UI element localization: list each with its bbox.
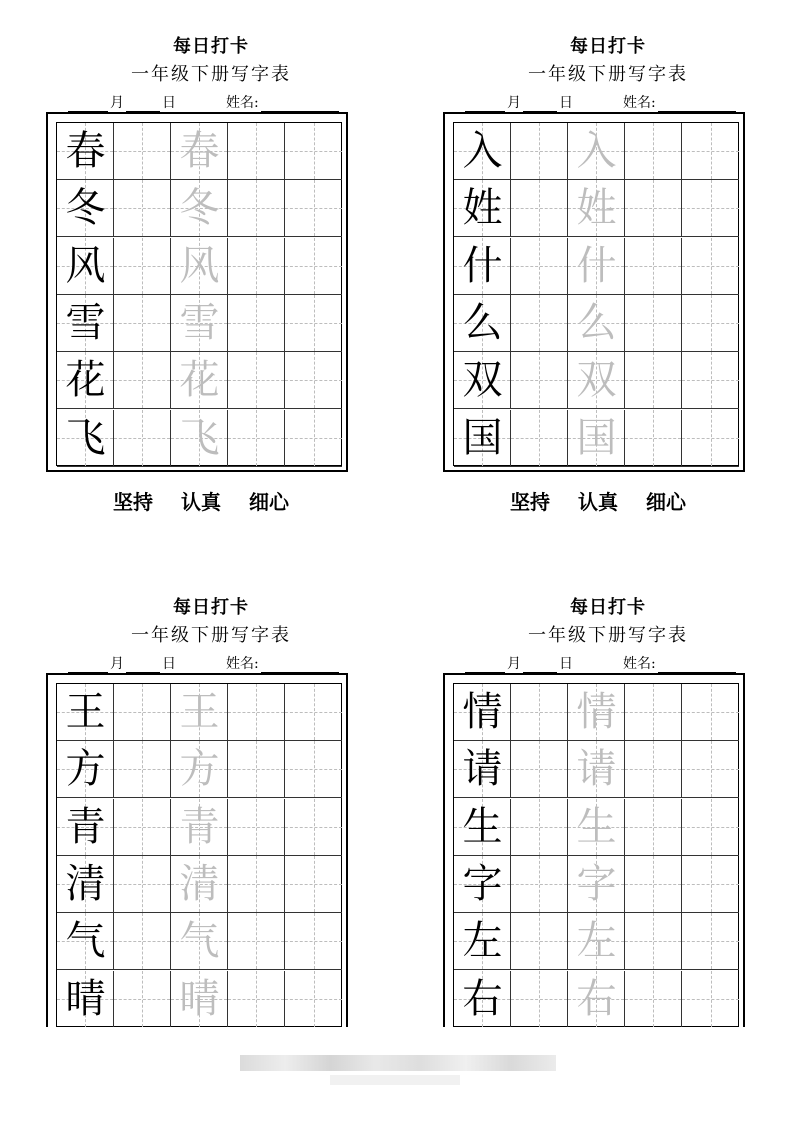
writing-cell[interactable] <box>171 180 228 237</box>
name-label: 姓名: <box>226 656 259 672</box>
writing-cell[interactable] <box>228 799 285 856</box>
writing-cell[interactable] <box>228 856 285 913</box>
writing-cell[interactable] <box>511 180 568 237</box>
name-label: 姓名: <box>226 95 259 111</box>
writing-cell <box>57 913 114 970</box>
month-label: 月 <box>507 95 521 111</box>
trace-character: 雪 <box>179 299 220 346</box>
writing-cell[interactable] <box>568 352 625 409</box>
blurred-watermark <box>330 1075 460 1085</box>
name-blank[interactable] <box>658 95 736 112</box>
grid-row <box>454 238 738 295</box>
writing-cell[interactable] <box>568 971 625 1027</box>
grid-row <box>57 410 341 467</box>
writing-cell[interactable] <box>114 741 171 798</box>
writing-cell[interactable] <box>625 971 682 1027</box>
motto <box>46 486 356 515</box>
trace-character: 请 <box>576 746 617 793</box>
writing-cell[interactable] <box>682 971 739 1027</box>
writing-cell[interactable] <box>511 799 568 856</box>
date-name-line <box>68 92 339 112</box>
writing-cell[interactable] <box>682 238 739 295</box>
practice-grid-inner <box>56 683 342 1027</box>
writing-cell[interactable] <box>114 971 171 1027</box>
sheet-subtitle: 一年级下册写字表 <box>528 64 688 85</box>
trace-character: 晴 <box>179 975 220 1022</box>
writing-cell[interactable] <box>625 295 682 352</box>
day-label: 日 <box>162 656 176 672</box>
grid-row <box>57 123 341 180</box>
model-character: 花 <box>65 357 106 404</box>
model-character: 入 <box>462 128 503 174</box>
date-name-line <box>465 653 736 673</box>
writing-cell[interactable] <box>285 856 342 913</box>
name-label: 姓名: <box>623 95 656 111</box>
writing-cell[interactable] <box>511 684 568 741</box>
grid-row <box>454 410 738 467</box>
writing-cell[interactable] <box>114 295 171 352</box>
writing-cell[interactable] <box>228 913 285 970</box>
writing-cell[interactable] <box>171 741 228 798</box>
writing-cell <box>454 238 511 295</box>
writing-cell[interactable] <box>171 856 228 913</box>
writing-cell <box>454 352 511 409</box>
writing-cell[interactable] <box>511 913 568 970</box>
model-character: 晴 <box>65 975 106 1022</box>
grid-row <box>454 799 738 856</box>
name-blank[interactable] <box>261 95 339 112</box>
worksheet-3 <box>46 593 356 1053</box>
writing-cell[interactable] <box>511 410 568 467</box>
day-label: 日 <box>559 95 573 111</box>
model-character: 国 <box>462 414 503 461</box>
motto-word: 坚持 <box>113 490 153 514</box>
grid-row <box>454 352 738 409</box>
writing-cell[interactable] <box>114 856 171 913</box>
model-character: 方 <box>65 746 106 793</box>
writing-cell[interactable] <box>228 352 285 409</box>
grid-row <box>454 741 738 798</box>
writing-cell[interactable] <box>682 410 739 467</box>
grid-row <box>57 684 341 741</box>
grid-row <box>454 684 738 741</box>
writing-cell[interactable] <box>285 295 342 352</box>
model-character: 右 <box>462 975 503 1022</box>
model-character: 左 <box>462 918 503 965</box>
writing-cell[interactable] <box>171 971 228 1027</box>
writing-cell <box>454 123 511 180</box>
writing-cell[interactable] <box>114 410 171 467</box>
writing-cell[interactable] <box>682 123 739 180</box>
model-character: 春 <box>65 128 106 174</box>
trace-character: 么 <box>576 299 617 346</box>
trace-character: 冬 <box>179 185 220 232</box>
day-blank[interactable] <box>523 656 557 673</box>
writing-cell[interactable] <box>625 410 682 467</box>
trace-character: 情 <box>576 689 617 735</box>
practice-grid <box>443 112 745 472</box>
grid-row <box>57 856 341 913</box>
model-character: 雪 <box>65 299 106 346</box>
trace-character: 入 <box>576 128 617 174</box>
writing-cell <box>57 123 114 180</box>
writing-cell[interactable] <box>228 971 285 1027</box>
practice-grid <box>46 673 348 1027</box>
grid-row <box>454 295 738 352</box>
date-name-line <box>465 92 736 112</box>
day-blank[interactable] <box>126 656 160 673</box>
writing-cell[interactable] <box>228 741 285 798</box>
writing-cell <box>57 799 114 856</box>
grid-row <box>454 123 738 180</box>
trace-character: 左 <box>576 918 617 965</box>
model-character: 字 <box>462 860 503 907</box>
writing-cell <box>57 684 114 741</box>
month-blank[interactable] <box>68 95 108 112</box>
writing-cell[interactable] <box>568 684 625 741</box>
writing-cell[interactable] <box>625 741 682 798</box>
model-character: 王 <box>65 689 106 735</box>
writing-cell <box>57 180 114 237</box>
blurred-watermark <box>240 1055 556 1071</box>
writing-cell[interactable] <box>511 295 568 352</box>
writing-cell[interactable] <box>114 352 171 409</box>
motto-word: 坚持 <box>510 490 550 514</box>
writing-cell <box>57 741 114 798</box>
writing-cell[interactable] <box>682 180 739 237</box>
writing-cell[interactable] <box>682 295 739 352</box>
practice-grid <box>443 673 745 1027</box>
worksheet-2 <box>443 32 753 514</box>
trace-character: 青 <box>179 803 220 850</box>
writing-cell[interactable] <box>568 741 625 798</box>
grid-row <box>57 295 341 352</box>
model-character: 气 <box>65 918 106 965</box>
writing-cell[interactable] <box>568 799 625 856</box>
motto <box>443 486 753 515</box>
writing-cell[interactable] <box>171 295 228 352</box>
writing-cell[interactable] <box>682 856 739 913</box>
trace-character: 右 <box>576 975 617 1022</box>
model-character: 清 <box>65 860 106 907</box>
month-label: 月 <box>110 95 124 111</box>
writing-cell[interactable] <box>228 295 285 352</box>
trace-character: 双 <box>576 357 617 404</box>
practice-grid-inner <box>453 683 739 1027</box>
practice-grid-inner <box>56 122 342 466</box>
writing-cell[interactable] <box>171 799 228 856</box>
writing-cell <box>57 856 114 913</box>
model-character: 姓 <box>462 185 503 232</box>
trace-character: 方 <box>179 746 220 793</box>
motto-word: 认真 <box>181 490 221 514</box>
model-character: 么 <box>462 299 503 346</box>
writing-cell[interactable] <box>682 799 739 856</box>
writing-cell <box>454 295 511 352</box>
grid-row <box>57 913 341 970</box>
writing-cell[interactable] <box>285 741 342 798</box>
trace-character: 姓 <box>576 185 617 232</box>
trace-character: 风 <box>179 242 220 289</box>
writing-cell <box>57 352 114 409</box>
writing-cell[interactable] <box>285 913 342 970</box>
month-label: 月 <box>110 656 124 672</box>
writing-cell[interactable] <box>682 741 739 798</box>
writing-cell <box>454 856 511 913</box>
writing-cell[interactable] <box>114 123 171 180</box>
trace-character: 国 <box>576 414 617 461</box>
writing-cell[interactable] <box>511 856 568 913</box>
model-character: 青 <box>65 803 106 850</box>
sheet-title: 每日打卡 <box>570 597 646 618</box>
writing-cell[interactable] <box>285 684 342 741</box>
writing-cell[interactable] <box>682 352 739 409</box>
writing-cell[interactable] <box>285 410 342 467</box>
writing-cell <box>57 410 114 467</box>
writing-cell[interactable] <box>682 913 739 970</box>
model-character: 请 <box>462 746 503 793</box>
writing-cell <box>454 741 511 798</box>
writing-cell[interactable] <box>568 913 625 970</box>
writing-cell[interactable] <box>171 410 228 467</box>
writing-cell[interactable] <box>171 123 228 180</box>
writing-cell[interactable] <box>625 123 682 180</box>
grid-row <box>454 971 738 1027</box>
grid-row <box>454 913 738 970</box>
worksheet-4 <box>443 593 753 1053</box>
day-label: 日 <box>559 656 573 672</box>
writing-cell[interactable] <box>171 352 228 409</box>
grid-row <box>57 799 341 856</box>
writing-cell[interactable] <box>171 684 228 741</box>
trace-character: 春 <box>179 128 220 174</box>
writing-cell[interactable] <box>568 238 625 295</box>
writing-cell[interactable] <box>114 913 171 970</box>
writing-cell[interactable] <box>511 352 568 409</box>
writing-cell[interactable] <box>171 913 228 970</box>
month-blank[interactable] <box>68 656 108 673</box>
model-character: 生 <box>462 803 503 850</box>
trace-character: 王 <box>179 689 220 735</box>
writing-cell[interactable] <box>114 238 171 295</box>
writing-cell[interactable] <box>285 799 342 856</box>
day-blank[interactable] <box>126 95 160 112</box>
trace-character: 花 <box>179 357 220 404</box>
trace-character: 字 <box>576 860 617 907</box>
writing-cell[interactable] <box>568 295 625 352</box>
worksheet-1 <box>46 32 356 514</box>
writing-cell[interactable] <box>625 180 682 237</box>
writing-cell[interactable] <box>511 741 568 798</box>
writing-cell <box>454 180 511 237</box>
model-character: 什 <box>462 242 503 289</box>
writing-cell[interactable] <box>625 799 682 856</box>
sheet-subtitle: 一年级下册写字表 <box>131 625 291 646</box>
trace-character: 生 <box>576 803 617 850</box>
trace-character: 气 <box>179 918 220 965</box>
writing-cell <box>454 971 511 1027</box>
model-character: 飞 <box>65 414 106 461</box>
writing-cell[interactable] <box>228 123 285 180</box>
writing-cell[interactable] <box>285 123 342 180</box>
writing-cell[interactable] <box>171 238 228 295</box>
motto-word: 认真 <box>578 490 618 514</box>
grid-row <box>57 741 341 798</box>
writing-cell[interactable] <box>568 856 625 913</box>
model-character: 情 <box>462 689 503 735</box>
writing-cell[interactable] <box>682 684 739 741</box>
writing-cell <box>454 684 511 741</box>
writing-cell[interactable] <box>114 799 171 856</box>
writing-cell[interactable] <box>568 180 625 237</box>
writing-cell <box>57 971 114 1027</box>
trace-character: 清 <box>179 860 220 907</box>
sheet-title: 每日打卡 <box>173 597 249 618</box>
grid-row <box>57 180 341 237</box>
day-label: 日 <box>162 95 176 111</box>
model-character: 冬 <box>65 185 106 232</box>
writing-cell[interactable] <box>285 971 342 1027</box>
sheet-subtitle: 一年级下册写字表 <box>528 625 688 646</box>
writing-cell[interactable] <box>625 238 682 295</box>
motto-word: 细心 <box>249 490 289 514</box>
writing-cell[interactable] <box>568 410 625 467</box>
month-label: 月 <box>507 656 521 672</box>
day-blank[interactable] <box>523 95 557 112</box>
practice-grid-inner <box>453 122 739 466</box>
writing-cell <box>454 799 511 856</box>
model-character: 风 <box>65 242 106 289</box>
name-blank[interactable] <box>658 656 736 673</box>
month-blank[interactable] <box>465 656 505 673</box>
writing-cell[interactable] <box>114 180 171 237</box>
writing-cell <box>454 410 511 467</box>
writing-cell[interactable] <box>228 410 285 467</box>
writing-cell[interactable] <box>625 913 682 970</box>
writing-cell[interactable] <box>228 684 285 741</box>
sheet-subtitle: 一年级下册写字表 <box>131 64 291 85</box>
sheet-title: 每日打卡 <box>570 36 646 57</box>
writing-cell[interactable] <box>228 180 285 237</box>
trace-character: 什 <box>576 242 617 289</box>
name-label: 姓名: <box>623 656 656 672</box>
writing-cell[interactable] <box>511 238 568 295</box>
date-name-line <box>68 653 339 673</box>
grid-row <box>57 238 341 295</box>
writing-cell[interactable] <box>568 123 625 180</box>
sheet-title: 每日打卡 <box>173 36 249 57</box>
writing-cell[interactable] <box>285 352 342 409</box>
grid-row <box>454 180 738 237</box>
writing-cell[interactable] <box>228 238 285 295</box>
writing-cell[interactable] <box>285 180 342 237</box>
writing-cell[interactable] <box>114 684 171 741</box>
name-blank[interactable] <box>261 656 339 673</box>
trace-character: 飞 <box>179 414 220 461</box>
writing-cell <box>57 295 114 352</box>
grid-row <box>57 352 341 409</box>
writing-cell[interactable] <box>511 123 568 180</box>
writing-cell[interactable] <box>625 352 682 409</box>
writing-cell[interactable] <box>625 856 682 913</box>
motto-word: 细心 <box>646 490 686 514</box>
writing-cell[interactable] <box>285 238 342 295</box>
writing-cell[interactable] <box>511 971 568 1027</box>
month-blank[interactable] <box>465 95 505 112</box>
model-character: 双 <box>462 357 503 404</box>
grid-row <box>454 856 738 913</box>
writing-cell[interactable] <box>625 684 682 741</box>
grid-row <box>57 971 341 1027</box>
practice-grid <box>46 112 348 472</box>
writing-cell <box>454 913 511 970</box>
writing-cell <box>57 238 114 295</box>
